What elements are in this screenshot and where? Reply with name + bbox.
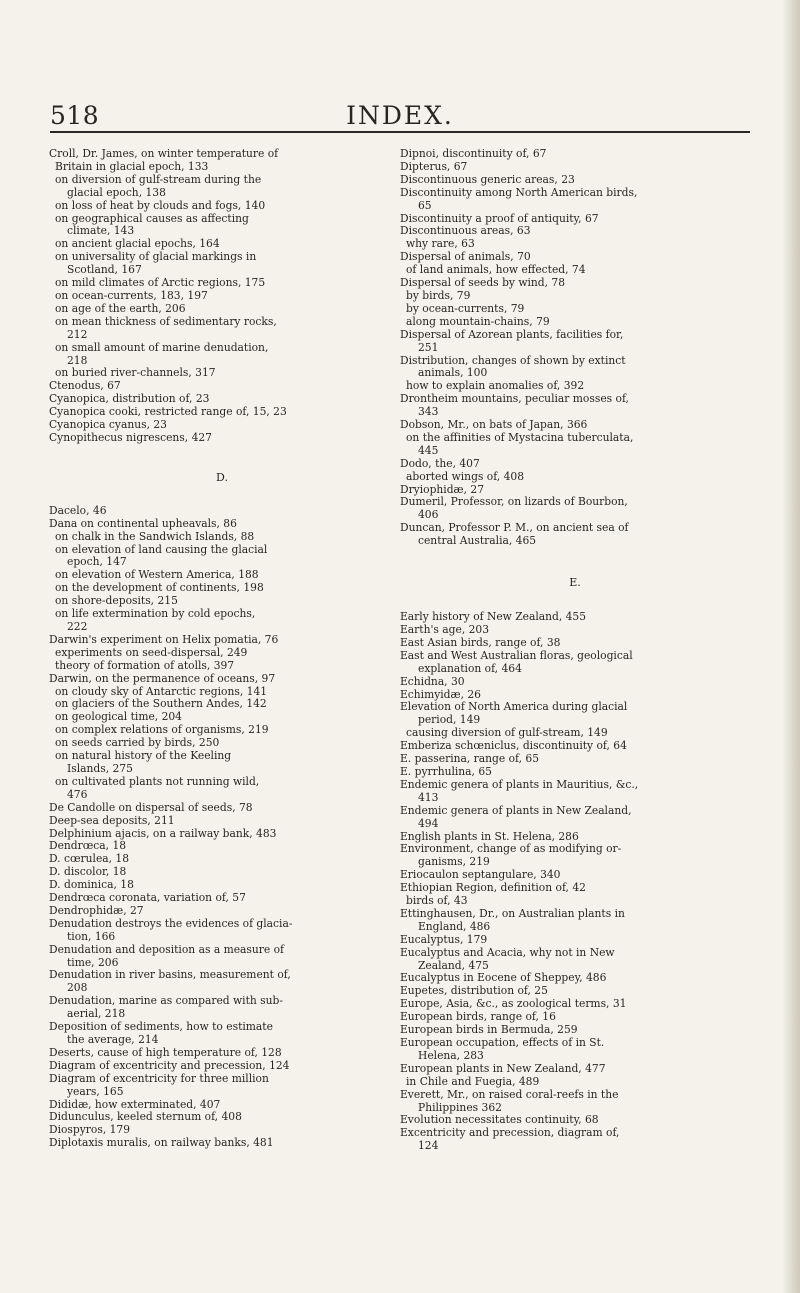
index-subentry: causing diversion of gulf-stream, 149 (406, 726, 608, 740)
index-subentry: on mild climates of Arctic regions, 175 (55, 276, 266, 290)
index-entry: Drontheim mountains, peculiar mosses of, (400, 392, 629, 406)
index-entry: Emberiza schœniclus, discontinuity of, 64 (400, 739, 627, 753)
index-entry: Dispersal of seeds by wind, 78 (400, 276, 566, 290)
index-subentry: period, 149 (418, 713, 481, 727)
index-subentry: aborted wings of, 408 (406, 469, 524, 483)
index-subentry: on glaciers of the Southern Andes, 142 (55, 697, 267, 711)
index-subentry: on seeds carried by birds, 250 (55, 736, 220, 750)
index-subentry: on chalk in the Sandwich Islands, 88 (55, 529, 255, 543)
section-heading-e: E. (569, 576, 581, 590)
index-subentry: of land animals, how effected, 74 (406, 263, 586, 277)
index-entry: D. discolor, 18 (49, 865, 127, 879)
index-subentry: on the affinities of Mystacina tuberculata, (406, 430, 634, 444)
index-subentry: on elevation of Western America, 188 (55, 568, 259, 582)
index-subentry: along mountain-chains, 79 (406, 314, 550, 328)
index-subentry: Zealand, 475 (418, 958, 489, 972)
index-subentry: on small amount of marine denudation, (55, 340, 269, 354)
index-entry: European occupation, effects of in St. (400, 1036, 605, 1049)
index-subentry: how to explain anomalies of, 392 (406, 379, 585, 393)
index-entry: Deep-sea deposits, 211 (49, 813, 175, 827)
page-number: 518 (50, 101, 100, 130)
index-entry: Endemic genera of plants in New Zealand, (400, 803, 632, 817)
index-entry: Europe, Asia, &c., as zoological terms, 31 (400, 997, 627, 1011)
index-entry: Dispersal of animals, 70 (400, 250, 531, 264)
index-subentry: on mean thickness of sedimentary rocks, (55, 314, 277, 328)
index-subentry: theory of formation of atolls, 397 (55, 658, 235, 672)
index-subentry: by ocean-currents, 79 (406, 301, 525, 315)
index-subentry: England, 486 (418, 919, 491, 933)
header-rule (50, 131, 750, 133)
index-subentry: time, 206 (67, 955, 119, 969)
index-subentry: 494 (418, 816, 439, 830)
index-entry: Discontinuous areas, 63 (400, 224, 531, 238)
index-entry: East and West Australian floras, geological (400, 648, 633, 662)
index-entry: Delphinium ajacis, on a railway bank, 483 (49, 826, 277, 840)
index-entry: Endemic genera of plants in Mauritius, &c., (400, 777, 639, 791)
index-subentry: 212 (67, 327, 88, 341)
index-subentry: on cloudy sky of Antarctic regions, 141 (55, 684, 268, 698)
index-entry: Didunculus, keeled sternum of, 408 (49, 1110, 242, 1124)
index-subentry: experiments on seed-dispersal, 249 (55, 645, 248, 659)
index-subentry: on shore-deposits, 215 (55, 594, 178, 608)
index-subentry: on life extermination by cold epochs, (55, 607, 256, 621)
index-entry: East Asian birds, range of, 38 (400, 635, 561, 649)
index-entry: Dendrophidæ, 27 (49, 903, 144, 917)
index-subentry: on diversion of gulf-stream during the (55, 172, 262, 186)
index-entry: Diplotaxis muralis, on railway banks, 481 (49, 1136, 274, 1150)
index-entry: Diagram of excentricity for three million (49, 1071, 269, 1085)
index-entry: Dipterus, 67 (400, 159, 468, 173)
index-entry: Cyanopica cyanus, 23 (49, 418, 167, 432)
page-header (0, 0, 800, 130)
index-subentry: 406 (418, 508, 439, 522)
index-entry: Denudation, marine as compared with sub- (49, 994, 283, 1008)
index-entry: Dendrœca coronata, variation of, 57 (49, 891, 246, 905)
index-subentry: central Australia, 465 (418, 534, 537, 548)
index-subentry: 413 (418, 790, 439, 804)
index-entry: Eriocaulon septangulare, 340 (400, 868, 561, 882)
index-subentry: on complex relations of organisms, 219 (55, 723, 269, 737)
index-subentry: animals, 100 (418, 366, 488, 380)
index-subentry: why rare, 63 (406, 237, 475, 251)
index-subentry: explanation of, 464 (418, 661, 522, 675)
index-entry: Denudation in river basins, measurement of, (49, 968, 291, 982)
index-entries-d-continued (400, 148, 750, 548)
index-subentry: climate, 143 (67, 224, 135, 238)
index-column-right (400, 148, 750, 1153)
index-subentry: on natural history of the Keeling (55, 749, 232, 763)
index-entry: Dacelo, 46 (49, 503, 107, 517)
index-entry: Duncan, Professor P. M., on ancient sea of (400, 521, 629, 535)
index-subentry: 65 (418, 198, 432, 212)
index-entry: Eucalyptus, 179 (400, 932, 488, 946)
index-subentry: 124 (418, 1139, 439, 1153)
page-edge-shadow (782, 0, 800, 1293)
index-entry: Croll, Dr. James, on winter temperature of (49, 147, 279, 160)
index-entry: Cyanopica cooki, restricted range of, 15, 23 (49, 405, 287, 419)
index-entry: Diospyros, 179 (49, 1123, 131, 1137)
index-subentry: on buried river-channels, 317 (55, 366, 216, 380)
index-entry: Evolution necessitates continuity, 68 (400, 1113, 599, 1127)
index-entry: Diagram of excentricity and precession, 124 (49, 1058, 290, 1072)
index-entry: Elevation of North America during glacial (400, 700, 628, 714)
index-subentry: 343 (418, 405, 439, 419)
index-subentry: birds of, 43 (406, 894, 468, 908)
index-subentry: on ancient glacial epochs, 164 (55, 237, 220, 251)
index-entry: Ctenodus, 67 (49, 379, 121, 393)
index-entry: Dumeril, Professor, on lizards of Bourbon, (400, 495, 628, 509)
index-entries-e (400, 611, 750, 1153)
index-subentry: Philippines 362 (418, 1100, 502, 1114)
index-entry: Cynopithecus nigrescens, 427 (49, 430, 212, 444)
index-entry: Dana on continental upheavals, 86 (49, 516, 237, 530)
index-subentry: aerial, 218 (67, 1007, 126, 1021)
index-entry: Darwin, on the permanence of oceans, 97 (49, 671, 276, 685)
index-entry: E. pyrrhulina, 65 (400, 764, 492, 778)
index-entry: E. passerina, range of, 65 (400, 752, 540, 766)
index-subentry: on age of the earth, 206 (55, 301, 186, 315)
index-entry: Denudation destroys the evidences of glacia- (49, 916, 293, 930)
index-subentry: 208 (67, 981, 88, 995)
index-subentry: years, 165 (67, 1084, 124, 1098)
index-subentry: 218 (67, 353, 88, 367)
index-entry: De Candolle on dispersal of seeds, 78 (49, 800, 253, 814)
index-subentry: on cultivated plants not running wild, (55, 774, 260, 788)
index-subentry: on ocean-currents, 183, 197 (55, 288, 208, 302)
index-entry: European birds, range of, 16 (400, 1010, 556, 1024)
index-subentry: glacial epoch, 138 (67, 185, 166, 199)
index-subentry: 222 (67, 620, 88, 633)
index-entry: Deserts, cause of high temperature of, 128 (49, 1045, 282, 1059)
index-entry: Earth's age, 203 (400, 623, 490, 636)
running-title: INDEX. (346, 101, 454, 130)
index-entry: Deposition of sediments, how to estimate (49, 1020, 273, 1034)
index-subentry: 445 (418, 443, 439, 457)
index-entry: Ettinghausen, Dr., on Australian plants in (400, 906, 625, 920)
index-entry: D. dominica, 18 (49, 878, 134, 892)
index-entry: Discontinuous generic areas, 23 (400, 172, 575, 186)
index-subentry: on loss of heat by clouds and fogs, 140 (55, 198, 266, 212)
index-entry: Dispersal of Azorean plants, facilities for, (400, 327, 624, 341)
index-entry: Dodo, the, 407 (400, 456, 480, 470)
index-subentry: epoch, 147 (67, 555, 127, 569)
index-entry: European birds in Bermuda, 259 (400, 1023, 578, 1037)
index-entry: Excentricity and precession, diagram of, (400, 1126, 620, 1140)
index-entry: Dobson, Mr., on bats of Japan, 366 (400, 418, 588, 432)
index-column-left (49, 148, 395, 1150)
index-subentry: on geological time, 204 (55, 710, 182, 724)
section-heading-d: D. (216, 470, 228, 484)
index-entry: Dryiophidæ, 27 (400, 482, 484, 496)
index-entry: Early history of New Zealand, 455 (400, 610, 587, 624)
index-subentry: 476 (67, 787, 88, 801)
index-subentry: on universality of glacial markings in (55, 250, 257, 264)
index-entry: Everett, Mr., on raised coral-reefs in the (400, 1087, 619, 1101)
index-subentry: Scotland, 167 (67, 263, 142, 277)
index-subentry: the average, 214 (67, 1033, 159, 1046)
index-subentry: on the development of continents, 198 (55, 581, 264, 595)
index-subentry: ganisms, 219 (418, 855, 490, 869)
index-entry: Dipnoi, discontinuity of, 67 (400, 147, 547, 160)
index-subentry: Britain in glacial epoch, 133 (55, 159, 209, 173)
index-entry: Cyanopica, distribution of, 23 (49, 392, 210, 406)
index-subentry: tion, 166 (67, 929, 116, 943)
index-entry: Echimyidæ, 26 (400, 687, 481, 701)
index-entry: Eucalyptus and Acacia, why not in New (400, 945, 615, 959)
index-entry: D. cœrulea, 18 (49, 852, 130, 866)
index-entry: Discontinuity a proof of antiquity, 67 (400, 211, 599, 225)
index-entry: Denudation and deposition as a measure of (49, 942, 285, 956)
index-entry: Eucalyptus in Eocene of Sheppey, 486 (400, 971, 607, 985)
index-entry: Dendrœca, 18 (49, 839, 127, 853)
index-entry: European plants in New Zealand, 477 (400, 1061, 606, 1075)
index-entry: Dididæ, how exterminated, 407 (49, 1097, 221, 1111)
index-entry: Distribution, changes of shown by extinct (400, 353, 626, 367)
index-entry: Discontinuity among North American birds, (400, 185, 638, 199)
index-subentry: 251 (418, 340, 439, 354)
index-subentry: in Chile and Fuegia, 489 (406, 1074, 540, 1088)
index-subentry: on elevation of land causing the glacial (55, 542, 268, 556)
index-entry: Eupetes, distribution of, 25 (400, 984, 548, 998)
index-subentry: by birds, 79 (406, 288, 471, 302)
index-entry: Echidna, 30 (400, 674, 465, 688)
index-subentry: on geographical causes as affecting (55, 211, 249, 225)
index-entry: Environment, change of as modifying or- (400, 842, 622, 856)
index-entries-d (49, 505, 395, 1150)
index-entry: Darwin's experiment on Helix pomatia, 76 (49, 632, 279, 646)
index-entries-c (49, 148, 395, 445)
index-subentry: Helena, 283 (418, 1048, 484, 1062)
index-entry: English plants in St. Helena, 286 (400, 829, 579, 843)
index-subentry: Islands, 275 (67, 761, 133, 775)
index-entry: Ethiopian Region, definition of, 42 (400, 881, 586, 895)
